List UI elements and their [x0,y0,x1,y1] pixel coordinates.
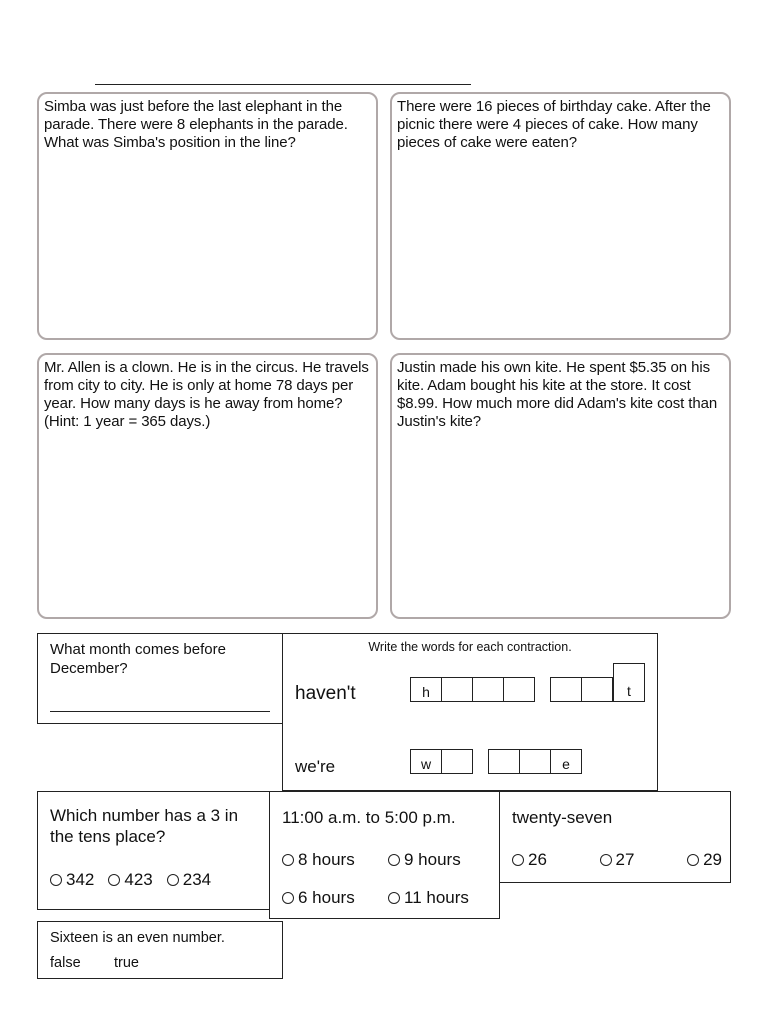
tens-question: Which number has a 3 in the tens place? [50,806,239,846]
letter-box[interactable] [488,749,520,774]
option-6-hours[interactable]: 6 hours [282,887,388,908]
problem-card-kite[interactable] [390,353,731,619]
letter-box[interactable] [581,677,613,702]
number-word-box [499,791,731,883]
option-8-hours[interactable]: 8 hours [282,849,388,870]
problem-text: Justin made his own kite. He spent $5.35 on his kite. Adam bought his kite at the store. It cost $8.99. How much more did Adam's kite cost than Justin's kite? [397,359,718,430]
option-234[interactable]: 234 [167,869,211,890]
option-27[interactable]: 27 [600,849,635,870]
time-question: 11:00 a.m. to 5:00 p.m. [282,808,456,827]
letter-box[interactable] [550,677,582,702]
elapsed-time-box [269,791,500,919]
contraction-instruction: Write the words for each contraction. [368,640,572,654]
problem-text: There were 16 pieces of birthday cake. After the picnic there were 4 pieces of cake. How many pieces of cake were eaten? [397,98,711,151]
problem-text: Simba was just before the last elephant in the parade. There were 8 elephants in the parade. What was Simba's position in the line? [44,98,348,151]
radio-circle-icon [108,874,120,886]
letter-box[interactable] [472,677,504,702]
tens-place-box [37,791,270,910]
letter-box: e [550,749,582,774]
letter-box: w [410,749,442,774]
letter-box[interactable] [503,677,535,702]
contraction-word-were: we're [295,757,336,776]
radio-circle-icon [167,874,179,886]
problem-card-clown[interactable] [37,353,378,619]
problem-text: Mr. Allen is a clown. He is in the circus. He travels from city to city. He is only at home 78 days per year. How many days is he away from home? (Hint: 1 year = 365 days.) [44,359,369,430]
option-342[interactable]: 342 [50,869,94,890]
problem-card-simba[interactable] [37,92,378,340]
number-word-question: twenty-seven [512,808,613,827]
name-line[interactable] [95,84,471,85]
option-11-hours[interactable]: 11 hours [388,887,469,908]
even-number-box [37,921,283,979]
radio-circle-icon [282,854,294,866]
radio-circle-icon [282,892,294,904]
letter-box: h [410,677,442,702]
even-statement: Sixteen is an even number. [50,930,225,946]
letter-box[interactable] [441,749,473,774]
option-26[interactable]: 26 [512,849,547,870]
contraction-word-havent: haven't [295,683,356,704]
radio-circle-icon [388,892,400,904]
option-false[interactable]: false [50,955,81,971]
radio-circle-icon [388,854,400,866]
option-true[interactable]: true [114,955,139,971]
letter-box[interactable] [441,677,473,702]
month-question: What month comes before December? [50,641,226,677]
option-423[interactable]: 423 [108,869,152,890]
problem-card-cake[interactable] [390,92,731,340]
radio-circle-icon [512,854,524,866]
radio-circle-icon [50,874,62,886]
month-answer-line[interactable] [50,711,270,712]
radio-circle-icon [600,854,612,866]
option-29[interactable]: 29 [687,849,722,870]
option-9-hours[interactable]: 9 hours [388,849,461,870]
letter-box: t [613,663,645,702]
radio-circle-icon [687,854,699,866]
letter-box[interactable] [519,749,551,774]
